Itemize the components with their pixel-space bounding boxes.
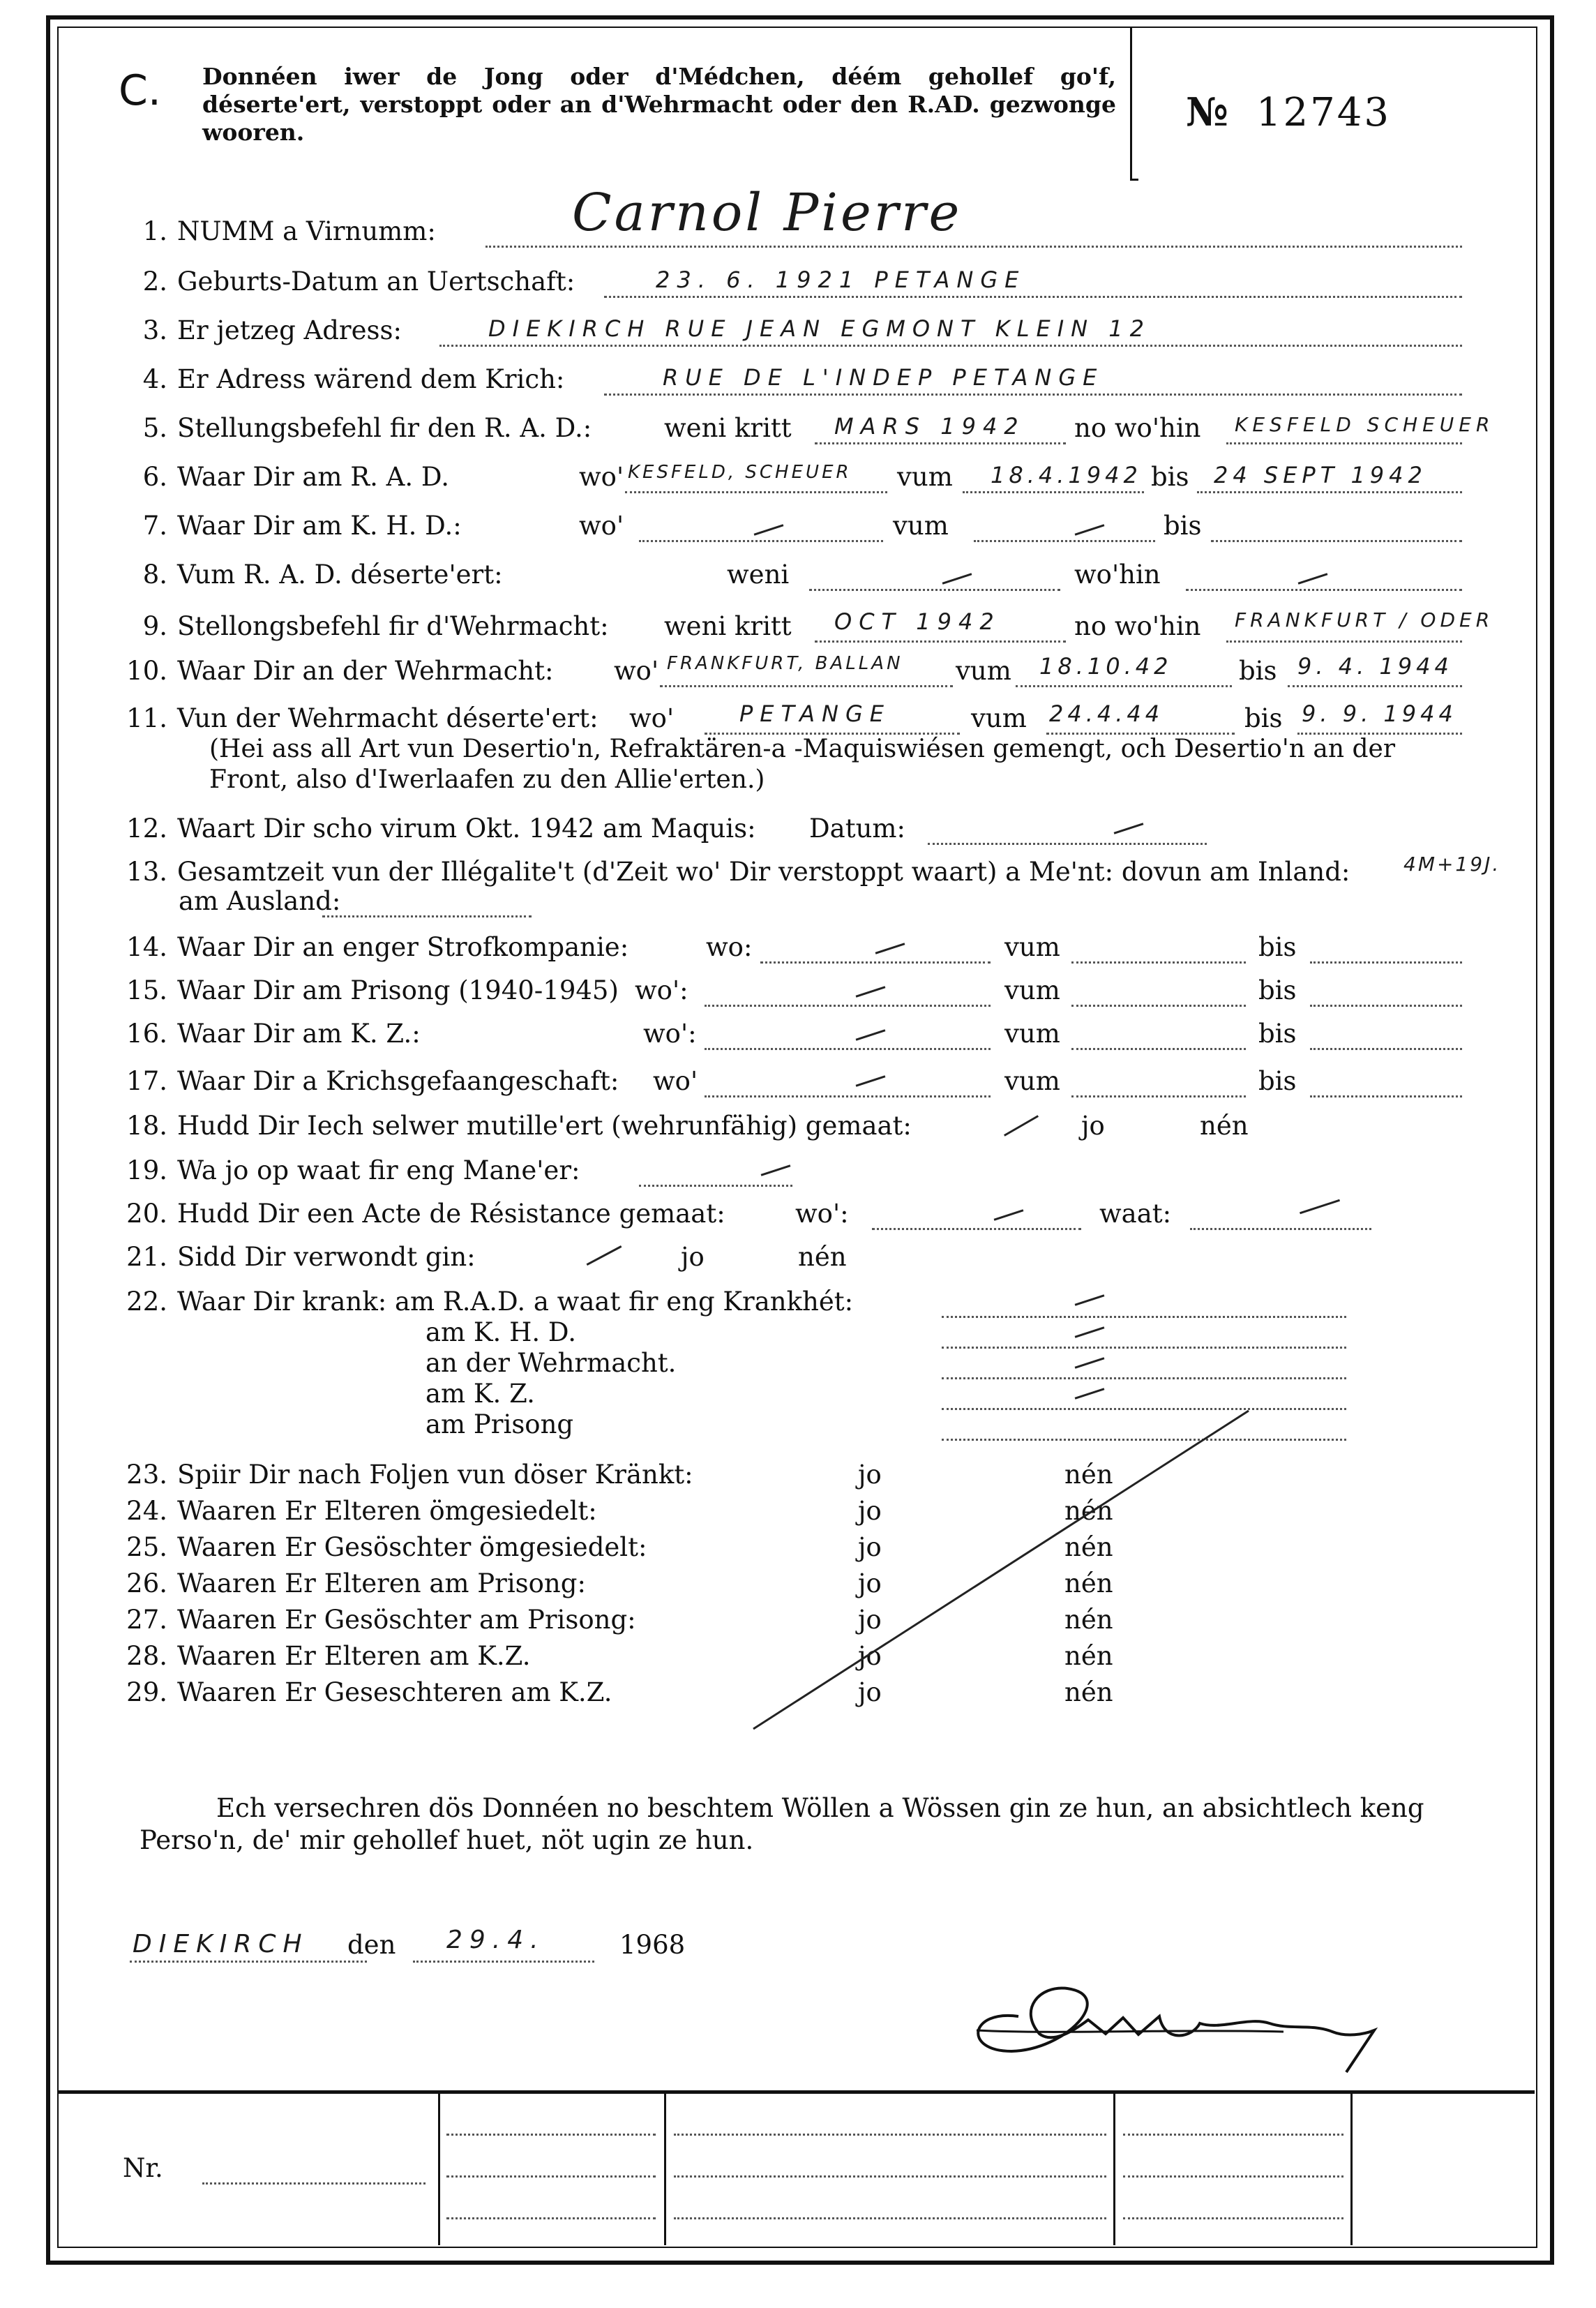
signature-den: den <box>347 1930 396 1960</box>
field-9-wohin: no wo'hin <box>1074 611 1201 641</box>
field-20-label: Hudd Dir een Acte de Résistance gemaat: <box>177 1199 725 1229</box>
field-6-wo: wo' <box>579 462 624 492</box>
field-7-bis: bis <box>1164 511 1202 541</box>
footer-cell-1b[interactable] <box>446 2175 656 2178</box>
field-9-label: Stellongsbefehl fir d'Wehrmacht: <box>177 611 609 641</box>
yesno-29-jo[interactable]: jo <box>858 1677 882 1707</box>
yesno-29-nen[interactable]: nén <box>1064 1677 1113 1707</box>
field-3-value[interactable]: DIEKIRCH RUE JEAN EGMONT KLEIN 12 <box>488 315 1151 342</box>
field-11-note-2: Front, also d'Iwerlaafen zu den Allie'erten.) <box>209 765 765 794</box>
field-1-label: NUMM a Virnumm: <box>177 216 436 246</box>
field-10-wo-value[interactable]: FRANKFURT, BALLAN <box>667 653 903 674</box>
footer-cell-2b[interactable] <box>674 2175 1106 2178</box>
field-5-wohin-value[interactable]: KESFELD SCHEUER <box>1235 413 1495 436</box>
handwritten-signature <box>956 1968 1416 2079</box>
field-15-wo: wo': <box>635 975 688 1005</box>
yesno-row-24: 24. Waaren Er Elteren ömgesiedelt: <box>126 1496 597 1526</box>
field-16-bis: bis <box>1258 1019 1297 1049</box>
field-10-bis: bis <box>1239 656 1277 686</box>
field-17-label: Waar Dir a Krichsgefaangeschaft: <box>177 1066 619 1096</box>
field-17-bis: bis <box>1258 1066 1297 1096</box>
field-5-weni-value[interactable]: MARS 1942 <box>834 413 1025 440</box>
field-10-wo: wo' <box>614 656 659 686</box>
footer-cell-1c[interactable] <box>446 2217 656 2219</box>
field-10-vum-value[interactable]: 18.10.42 <box>1039 653 1173 680</box>
field-12-datum: Datum: <box>809 814 905 844</box>
field-9-wohin-value[interactable]: FRANKFURT / ODER <box>1235 608 1494 631</box>
field-4-value[interactable]: RUE DE L'INDEP PETANGE <box>663 364 1104 391</box>
field-5-weni: weni kritt <box>664 413 792 443</box>
yesno-24-nen[interactable]: nén <box>1064 1496 1113 1526</box>
field-10-bis-value[interactable]: 9. 4. 1944 <box>1297 653 1453 680</box>
field-1-value[interactable]: Carnol Pierre <box>572 183 963 243</box>
field-8-weni: weni <box>727 560 790 590</box>
field-12: 12. Waart Dir scho virum Okt. 1942 am Maquis: <box>126 814 756 844</box>
field-2-label: Geburts-Datum an Uertschaft: <box>177 267 575 297</box>
field-21-nen[interactable]: nén <box>798 1242 847 1272</box>
yesno-27-jo[interactable]: jo <box>858 1605 882 1635</box>
field-10-label: Waar Dir an der Wehrmacht: <box>177 656 554 686</box>
field-13-inland-value[interactable]: 4M+19J. <box>1403 853 1501 876</box>
footer-col-1 <box>438 2092 440 2245</box>
field-11-bis-value[interactable]: 9. 9. 1944 <box>1302 700 1457 727</box>
field-11-label: Vun der Wehrmacht déserte'ert: <box>177 703 598 733</box>
field-6-vum: vum <box>897 462 953 492</box>
yesno-row-23: 23. Spiir Dir nach Foljen vun döser Kränkt: <box>126 1460 693 1490</box>
number-value: 12743 <box>1256 90 1392 135</box>
field-8-wohin: wo'hin <box>1074 560 1161 590</box>
field-5: 5. Stellungsbefehl fir den R. A. D.: <box>142 413 592 443</box>
date-line <box>413 1961 594 1963</box>
yesno-25-jo[interactable]: jo <box>858 1532 882 1562</box>
footer-col-4 <box>1350 2092 1353 2245</box>
field-8: 8. Vum R. A. D. déserte'ert: <box>142 560 503 590</box>
yesno-27-nen[interactable]: nén <box>1064 1605 1113 1635</box>
field-7-label: Waar Dir am K. H. D.: <box>177 511 462 541</box>
field-13-label: Gesamtzeit vun der Illégalite't (d'Zeit wo' Dir verstoppt waart) a Me'nt: dovun am Inland: <box>177 857 1350 887</box>
yesno-row-28: 28. Waaren Er Elteren am K.Z. <box>126 1641 531 1671</box>
field-22: 22. Waar Dir krank: am R.A.D. a waat fir eng Krankhét: <box>126 1287 854 1317</box>
field-16-wo: wo': <box>643 1019 697 1049</box>
field-9: 9. Stellongsbefehl fir d'Wehrmacht: <box>142 611 609 641</box>
yesno-26-jo[interactable]: jo <box>858 1568 882 1598</box>
field-2: 2. Geburts-Datum an Uertschaft: <box>142 267 575 297</box>
footer-cell-1a[interactable] <box>446 2134 656 2136</box>
field-14-vum: vum <box>1004 932 1060 962</box>
field-19-label: Wa jo op waat fir eng Mane'er: <box>177 1155 580 1185</box>
field-9-weni: weni kritt <box>664 611 792 641</box>
field-11: 11. Vun der Wehrmacht déserte'ert: <box>126 703 598 733</box>
field-11-vum: vum <box>971 703 1027 733</box>
form-letter: C. <box>119 66 161 115</box>
field-22-sub-0: am K. H. D. <box>426 1317 576 1347</box>
field-14-wo: wo: <box>706 932 753 962</box>
field-18-nen[interactable]: nén <box>1200 1111 1249 1141</box>
field-22-sub-2: am K. Z. <box>426 1379 535 1409</box>
field-1: 1. NUMM a Virnumm: <box>142 216 436 246</box>
place-line <box>130 1961 367 1963</box>
yesno-row-27: 27. Waaren Er Gesöschter am Prisong: <box>126 1605 636 1635</box>
field-6-bis: bis <box>1151 462 1189 492</box>
field-11-wo-value[interactable]: PETANGE <box>739 700 891 727</box>
field-22-sub-1: an der Wehrmacht. <box>426 1348 677 1378</box>
yesno-25-nen[interactable]: nén <box>1064 1532 1113 1562</box>
footer-nr-line[interactable] <box>202 2182 426 2185</box>
field-13-ausland: am Ausland: <box>179 886 341 916</box>
signature-date[interactable]: 29.4. <box>446 1926 545 1954</box>
field-3-label: Er jetzeg Adress: <box>177 315 402 345</box>
footer-cell-2c[interactable] <box>674 2217 1106 2219</box>
field-16-vum: vum <box>1004 1019 1060 1049</box>
yesno-row-26: 26. Waaren Er Elteren am Prisong: <box>126 1568 586 1598</box>
field-11-bis: bis <box>1244 703 1283 733</box>
field-10: 10. Waar Dir an der Wehrmacht: <box>126 656 554 686</box>
field-15-vum: vum <box>1004 975 1060 1005</box>
field-9-weni-value[interactable]: OCT 1942 <box>834 608 1001 635</box>
field-19: 19. Wa jo op waat fir eng Mane'er: <box>126 1155 580 1185</box>
field-7-vum: vum <box>893 511 949 541</box>
field-6: 6. Waar Dir am R. A. D. <box>142 462 449 492</box>
yesno-24-jo[interactable]: jo <box>858 1496 882 1526</box>
footer-cell-3b[interactable] <box>1123 2175 1343 2178</box>
field-20-waat: waat: <box>1099 1199 1172 1229</box>
yesno-23-nen[interactable]: nén <box>1064 1460 1113 1490</box>
field-21-jo[interactable]: jo <box>681 1242 705 1272</box>
field-16: 16. Waar Dir am K. Z.: <box>126 1019 421 1049</box>
footer-col-2 <box>664 2092 666 2245</box>
field-11-wo: wo' <box>629 703 675 733</box>
field-7: 7. Waar Dir am K. H. D.: <box>142 511 462 541</box>
field-17-vum: vum <box>1004 1066 1060 1096</box>
yesno-26-nen[interactable]: nén <box>1064 1568 1113 1598</box>
field-6-bis-value[interactable]: 24 SEPT 1942 <box>1214 462 1427 488</box>
field-2-value[interactable]: 23. 6. 1921 PETANGE <box>656 267 1026 293</box>
field-21-label: Sidd Dir verwondt gin: <box>177 1242 476 1272</box>
field-7-wo: wo' <box>579 511 624 541</box>
field-18: 18. Hudd Dir Iech selwer mutille'ert (wehrunfähig) gemaat: <box>126 1111 912 1141</box>
field-14-bis: bis <box>1258 932 1297 962</box>
field-14: 14. Waar Dir an enger Strofkompanie: <box>126 932 629 962</box>
field-22-sub-3: am Prisong <box>426 1409 574 1439</box>
field-15-bis: bis <box>1258 975 1297 1005</box>
field-5-wohin: no wo'hin <box>1074 413 1201 443</box>
signature-place[interactable]: DIEKIRCH <box>133 1930 309 1958</box>
field-16-label: Waar Dir am K. Z.: <box>177 1019 421 1049</box>
yesno-23-jo[interactable]: jo <box>858 1460 882 1490</box>
yesno-row-25: 25. Waaren Er Gesöschter ömgesiedelt: <box>126 1532 647 1562</box>
field-3: 3. Er jetzeg Adress: <box>142 315 402 345</box>
footer-cell-2a[interactable] <box>674 2134 1106 2136</box>
field-8-label: Vum R. A. D. déserte'ert: <box>177 560 503 590</box>
field-21: 21. Sidd Dir verwondt gin: <box>126 1242 476 1272</box>
field-6-wo-value[interactable]: KESFELD, SCHEUER <box>628 462 852 483</box>
yesno-28-jo[interactable]: jo <box>858 1641 882 1671</box>
field-10-vum: vum <box>956 656 1011 686</box>
field-20-wo: wo': <box>795 1199 849 1229</box>
field-4-label: Er Adress wärend dem Krich: <box>177 364 565 394</box>
field-22-label: Waar Dir krank: am R.A.D. a waat fir eng Krankhét: <box>177 1287 854 1317</box>
field-15-label: Waar Dir am Prisong (1940-1945) <box>177 975 619 1005</box>
field-18-jo[interactable]: jo <box>1081 1111 1105 1141</box>
declaration-line-1: Ech versechren dös Donnéen no beschtem Wöllen a Wössen gin ze hun, an absichtlech keng <box>216 1793 1424 1823</box>
field-6-vum-value[interactable]: 18.4.1942 <box>991 462 1142 488</box>
declaration-line-2: Perso'n, de' mir gehollef huet, nöt ugin ze hun. <box>140 1825 754 1855</box>
field-15: 15. Waar Dir am Prisong (1940-1945) <box>126 975 619 1005</box>
field-6-label: Waar Dir am R. A. D. <box>177 462 449 492</box>
signature-year: 1968 <box>619 1930 686 1960</box>
footer-cell-3c[interactable] <box>1123 2217 1343 2219</box>
field-4: 4. Er Adress wärend dem Krich: <box>142 364 565 394</box>
footer-top-rule <box>57 2090 1535 2094</box>
yesno-28-nen[interactable]: nén <box>1064 1641 1113 1671</box>
field-18-label: Hudd Dir Iech selwer mutille'ert (wehrunfähig) gemaat: <box>177 1111 912 1141</box>
field-13: 13. Gesamtzeit vun der Illégalite't (d'Zeit wo' Dir verstoppt waart) a Me'nt: dovun am Inland: <box>126 857 1350 887</box>
footer-nr-label: Nr. <box>123 2153 163 2183</box>
number-symbol: № <box>1186 89 1228 135</box>
field-5-label: Stellungsbefehl fir den R. A. D.: <box>177 413 592 443</box>
footer-cell-3a[interactable] <box>1123 2134 1343 2136</box>
yesno-row-29: 29. Waaren Er Geseschteren am K.Z. <box>126 1677 612 1707</box>
field-17: 17. Waar Dir a Krichsgefaangeschaft: <box>126 1066 619 1096</box>
field-12-label: Waart Dir scho virum Okt. 1942 am Maquis: <box>177 814 756 844</box>
form-header: Donnéen iwer de Jong oder d'Médchen, déém gehollef go'f, déserte'ert, verstoppt oder an d'Wehrmacht oder den R.AD. gezwonge wooren. <box>202 63 1116 146</box>
field-17-wo: wo' <box>653 1066 698 1096</box>
field-20: 20. Hudd Dir een Acte de Résistance gemaat: <box>126 1199 725 1229</box>
field-11-note-1: (Hei ass all Art vun Desertio'n, Refraktären-a -Maquiswiésen gemengt, och Desertio'n an der <box>209 735 1396 763</box>
field-14-label: Waar Dir an enger Strofkompanie: <box>177 932 629 962</box>
signature-drawing <box>956 1968 1416 2079</box>
footer-col-3 <box>1113 2092 1115 2245</box>
field-11-vum-value[interactable]: 24.4.44 <box>1049 700 1164 727</box>
